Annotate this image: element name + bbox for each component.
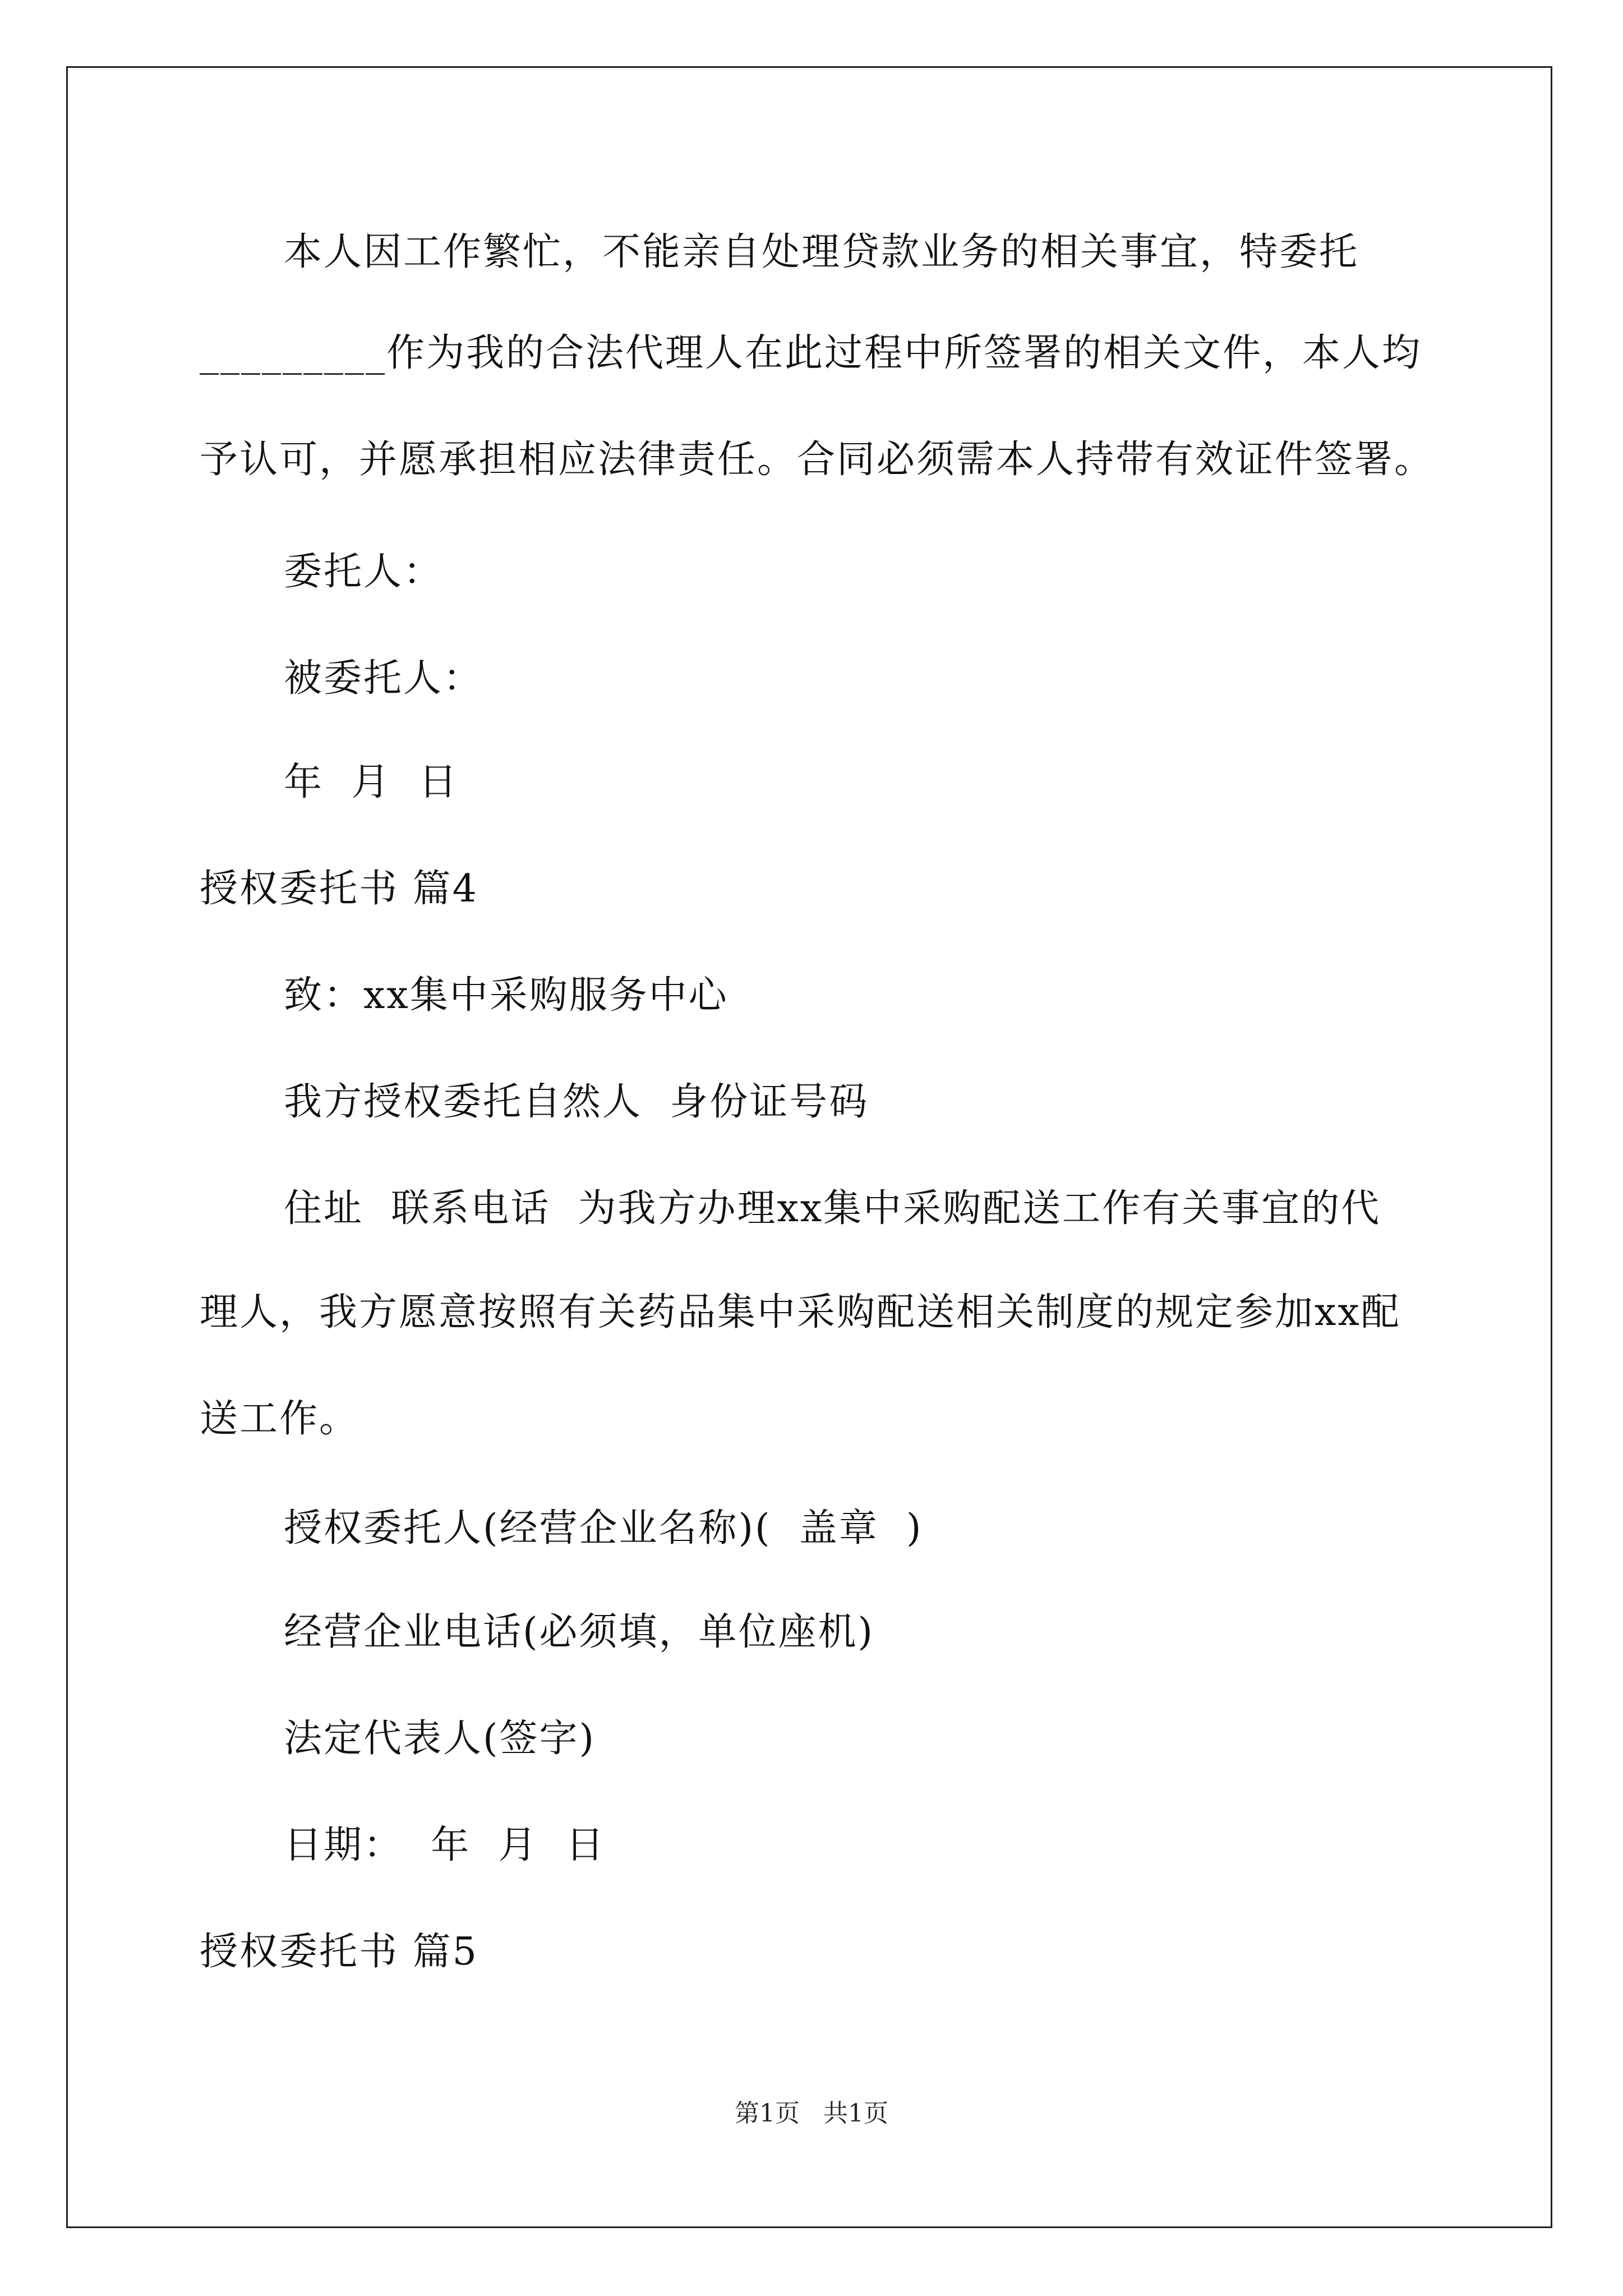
body-paragraph-1-line-1: 本人因工作繁忙，不能亲自处理贷款业务的相关事宜，特委托 <box>284 230 1359 274</box>
date-line: 年 月 日 <box>284 760 459 804</box>
section-heading-5: 授权委托书 篇5 <box>200 1930 478 1974</box>
addressee-line: 致：xx集中采购服务中心 <box>284 973 728 1018</box>
section-heading-4: 授权委托书 篇4 <box>200 867 478 911</box>
legal-representative-line: 法定代表人(签字) <box>284 1717 596 1761</box>
company-phone-line: 经营企业电话(必须填，单位座机) <box>284 1610 875 1654</box>
page-footer: 第1页 共1页 <box>735 2099 888 2128</box>
signing-date-line: 日期： 年 月 日 <box>284 1823 606 1867</box>
authorizing-company-line: 授权委托人(经营企业名称)( 盖章 ) <box>284 1506 923 1550</box>
principal-label: 委托人： <box>284 550 444 594</box>
authorization-line: 我方授权委托自然人 身份证号码 <box>284 1080 869 1124</box>
body-paragraph-1-line-3: 予认可，并愿承担相应法律责任。合同必须需本人持带有效证件签署。 <box>200 438 1435 482</box>
body-paragraph-2-line-2: 理人，我方愿意按照有关药品集中采购配送相关制度的规定参加xx配 <box>200 1290 1401 1335</box>
body-paragraph-1-line-2: _________作为我的合法代理人在此过程中所签署的相关文件，本人均 <box>200 331 1422 375</box>
agent-label: 被委托人： <box>284 656 483 701</box>
body-paragraph-2-line-1: 住址 联系电话 为我方办理xx集中采购配送工作有关事宜的代 <box>284 1186 1381 1231</box>
body-paragraph-2-line-3: 送工作。 <box>200 1397 359 1441</box>
page-border <box>66 66 1552 2228</box>
